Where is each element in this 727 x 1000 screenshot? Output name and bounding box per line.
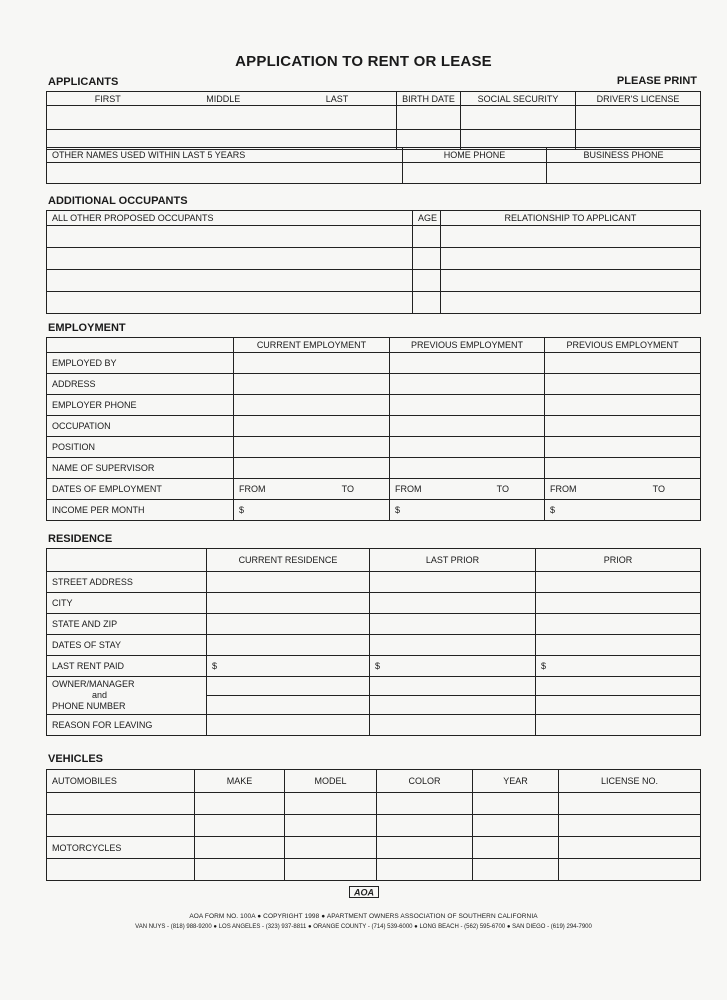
employment-field[interactable] — [234, 374, 390, 395]
employment-field[interactable] — [234, 353, 390, 374]
footer-copyright: AOA FORM NO. 100A ● COPYRIGHT 1998 ● APARTMENT OWNERS ASSOCIATION OF SOUTHERN CALIFORNIA — [189, 913, 538, 920]
residence-field[interactable] — [370, 715, 536, 736]
residence-field[interactable] — [207, 635, 370, 656]
last-rent-paid-label: LAST RENT PAID — [47, 656, 207, 677]
occupation-label: OCCUPATION — [47, 416, 234, 437]
supervisor-label: NAME OF SUPERVISOR — [47, 458, 234, 479]
city-label: CITY — [47, 593, 207, 614]
vehicle-field[interactable] — [195, 815, 285, 837]
from-label: FROM — [550, 484, 577, 494]
vehicle-field[interactable] — [47, 815, 195, 837]
year-header: YEAR — [473, 770, 559, 793]
employment-field[interactable] — [390, 395, 545, 416]
vehicle-field[interactable] — [47, 859, 195, 881]
other-names-field[interactable] — [47, 163, 403, 184]
first-name-header: FIRST — [94, 93, 121, 104]
residence-table — [46, 548, 701, 736]
make-header: MAKE — [195, 770, 285, 793]
to-label: TO — [496, 484, 509, 494]
vehicle-field[interactable] — [559, 837, 701, 859]
current-employment-header: CURRENT EMPLOYMENT — [234, 338, 390, 353]
state-zip-label: STATE AND ZIP — [47, 614, 207, 635]
to-label: TO — [652, 484, 665, 494]
vehicle-field[interactable] — [559, 793, 701, 815]
occupant-relationship-field[interactable] — [441, 292, 701, 314]
vehicle-field[interactable] — [47, 793, 195, 815]
residence-field[interactable] — [536, 635, 701, 656]
employment-field[interactable] — [545, 374, 701, 395]
vehicle-field[interactable] — [285, 793, 377, 815]
occupants-relationship-header: RELATIONSHIP TO APPLICANT — [441, 211, 701, 226]
vehicle-field[interactable] — [377, 837, 473, 859]
automobiles-header: AUTOMOBILES — [47, 770, 195, 793]
rent-field[interactable] — [536, 656, 701, 677]
employment-field[interactable] — [390, 458, 545, 479]
dates-of-employment-label: DATES OF EMPLOYMENT — [47, 479, 234, 500]
dollar-sign: $ — [550, 505, 556, 515]
employment-table — [46, 337, 701, 521]
aoa-logo — [349, 886, 379, 898]
owner-and-line: and — [92, 690, 108, 700]
vehicle-field[interactable] — [285, 815, 377, 837]
occupant-relationship-field[interactable] — [441, 226, 701, 248]
vehicle-field[interactable] — [473, 793, 559, 815]
applicant-name-header — [47, 92, 397, 106]
dollar-sign: $ — [212, 661, 218, 671]
residence-field[interactable] — [207, 572, 370, 593]
motorcycles-label: MOTORCYCLES — [47, 837, 195, 859]
dates-of-stay-label: DATES OF STAY — [47, 635, 207, 656]
occupants-age-header: AGE — [413, 211, 441, 226]
occupants-table — [46, 210, 701, 314]
owner-phone-field[interactable] — [536, 696, 701, 715]
employment-field[interactable] — [545, 437, 701, 458]
employment-field[interactable] — [545, 416, 701, 437]
social-security-header: SOCIAL SECURITY — [461, 92, 576, 106]
vehicle-field[interactable] — [195, 837, 285, 859]
footer-offices: VAN NUYS - (818) 988-9200 ● LOS ANGELES - (323) 937-8811 ● ORANGE COUNTY - (714) 539-6000 ● LONG BEACH - (562) 595-6700 ● SAN DIEGO - (619) 294-7900 — [135, 924, 592, 930]
owner-name-field[interactable] — [370, 677, 536, 696]
residence-field[interactable] — [207, 593, 370, 614]
please-print-label: PLEASE PRINT — [616, 75, 697, 87]
vehicle-field[interactable] — [559, 859, 701, 881]
vehicle-field[interactable] — [473, 815, 559, 837]
vehicle-field[interactable] — [473, 859, 559, 881]
occupants-name-header: ALL OTHER PROPOSED OCCUPANTS — [47, 211, 413, 226]
income-field[interactable] — [234, 500, 390, 521]
applicant1-name-field[interactable] — [47, 106, 397, 130]
income-field[interactable] — [390, 500, 545, 521]
owner-manager-line: OWNER/MANAGER — [52, 679, 135, 689]
owner-manager-label — [47, 677, 207, 715]
applicants-contact-table — [46, 147, 701, 184]
vehicle-field[interactable] — [377, 793, 473, 815]
vehicle-field[interactable] — [377, 815, 473, 837]
employment-dates-field[interactable] — [390, 479, 545, 500]
rent-field[interactable] — [207, 656, 370, 677]
owner-phone-field[interactable] — [370, 696, 536, 715]
employment-heading: EMPLOYMENT — [48, 322, 126, 334]
applicant1-ssn-field[interactable] — [461, 106, 576, 130]
residence-heading: RESIDENCE — [48, 533, 113, 545]
employer-phone-label: EMPLOYER PHONE — [47, 395, 234, 416]
employment-field[interactable] — [234, 458, 390, 479]
occupant-age-field[interactable] — [413, 292, 441, 314]
occupant-age-field[interactable] — [413, 270, 441, 292]
residence-field[interactable] — [370, 635, 536, 656]
birth-date-header: BIRTH DATE — [397, 92, 461, 106]
business-phone-field[interactable] — [547, 163, 701, 184]
other-names-label: OTHER NAMES USED WITHIN LAST 5 YEARS — [47, 148, 403, 163]
from-label: FROM — [395, 484, 422, 494]
from-label: FROM — [239, 484, 266, 494]
vehicles-heading: VEHICLES — [48, 753, 104, 765]
occupant-name-field[interactable] — [47, 248, 413, 270]
vehicle-field[interactable] — [195, 793, 285, 815]
employment-field[interactable] — [390, 353, 545, 374]
income-field[interactable] — [545, 500, 701, 521]
dollar-sign: $ — [239, 505, 245, 515]
residence-field[interactable] — [536, 572, 701, 593]
employment-field[interactable] — [545, 458, 701, 479]
middle-name-header: MIDDLE — [206, 93, 241, 104]
color-header: COLOR — [377, 770, 473, 793]
drivers-license-header: DRIVER'S LICENSE — [576, 92, 701, 106]
residence-field[interactable] — [536, 593, 701, 614]
vehicle-field[interactable] — [195, 859, 285, 881]
employment-field[interactable] — [234, 395, 390, 416]
occupant-relationship-field[interactable] — [441, 248, 701, 270]
owner-name-field[interactable] — [536, 677, 701, 696]
position-label: POSITION — [47, 437, 234, 458]
current-residence-header: CURRENT RESIDENCE — [207, 549, 370, 572]
employment-field[interactable] — [390, 416, 545, 437]
last-prior-header: LAST PRIOR — [370, 549, 536, 572]
vehicle-field[interactable] — [473, 837, 559, 859]
employed-by-label: EMPLOYED BY — [47, 353, 234, 374]
income-per-month-label: INCOME PER MONTH — [47, 500, 234, 521]
vehicle-field[interactable] — [559, 815, 701, 837]
residence-field[interactable] — [207, 715, 370, 736]
vehicle-field[interactable] — [377, 859, 473, 881]
business-phone-label: BUSINESS PHONE — [547, 148, 701, 163]
owner-name-field[interactable] — [207, 677, 370, 696]
vehicles-table — [46, 769, 701, 881]
occupant-name-field[interactable] — [47, 292, 413, 314]
employment-field[interactable] — [545, 395, 701, 416]
applicants-table — [46, 91, 701, 150]
residence-field[interactable] — [370, 593, 536, 614]
prior-header: PRIOR — [536, 549, 701, 572]
residence-field[interactable] — [207, 614, 370, 635]
page-title: APPLICATION TO RENT OR LEASE — [235, 53, 492, 70]
residence-field[interactable] — [370, 572, 536, 593]
previous-employment-header: PREVIOUS EMPLOYMENT — [545, 338, 701, 353]
license-no-header: LICENSE NO. — [559, 770, 701, 793]
dollar-sign: $ — [395, 505, 401, 515]
employment-corner-cell — [47, 338, 234, 353]
applicant1-birth-date-field[interactable] — [397, 106, 461, 130]
occupant-age-field[interactable] — [413, 226, 441, 248]
home-phone-label: HOME PHONE — [403, 148, 547, 163]
occupants-heading: ADDITIONAL OCCUPANTS — [48, 195, 188, 207]
previous-employment-header: PREVIOUS EMPLOYMENT — [390, 338, 545, 353]
street-address-label: STREET ADDRESS — [47, 572, 207, 593]
residence-field[interactable] — [536, 715, 701, 736]
reason-for-leaving-label: REASON FOR LEAVING — [47, 715, 207, 736]
aoa-logo-text: AOA — [354, 887, 374, 898]
applicants-heading: APPLICANTS — [48, 76, 119, 88]
home-phone-field[interactable] — [403, 163, 547, 184]
residence-field[interactable] — [370, 614, 536, 635]
to-label: TO — [341, 484, 354, 494]
owner-phone-field[interactable] — [207, 696, 370, 715]
occupant-relationship-field[interactable] — [441, 270, 701, 292]
employment-field[interactable] — [234, 416, 390, 437]
employer-address-label: ADDRESS — [47, 374, 234, 395]
dollar-sign: $ — [375, 661, 381, 671]
residence-field[interactable] — [536, 614, 701, 635]
phone-number-line: PHONE NUMBER — [52, 701, 126, 711]
employment-dates-field[interactable] — [545, 479, 701, 500]
vehicle-field[interactable] — [285, 859, 377, 881]
rent-field[interactable] — [370, 656, 536, 677]
employment-field[interactable] — [545, 353, 701, 374]
employment-field[interactable] — [234, 437, 390, 458]
applicant1-license-field[interactable] — [576, 106, 701, 130]
occupant-name-field[interactable] — [47, 270, 413, 292]
dollar-sign: $ — [541, 661, 547, 671]
employment-dates-field[interactable] — [234, 479, 390, 500]
model-header: MODEL — [285, 770, 377, 793]
employment-field[interactable] — [390, 374, 545, 395]
employment-field[interactable] — [390, 437, 545, 458]
residence-corner-cell — [47, 549, 207, 572]
last-name-header: LAST — [325, 93, 349, 104]
occupant-name-field[interactable] — [47, 226, 413, 248]
occupant-age-field[interactable] — [413, 248, 441, 270]
vehicle-field[interactable] — [285, 837, 377, 859]
